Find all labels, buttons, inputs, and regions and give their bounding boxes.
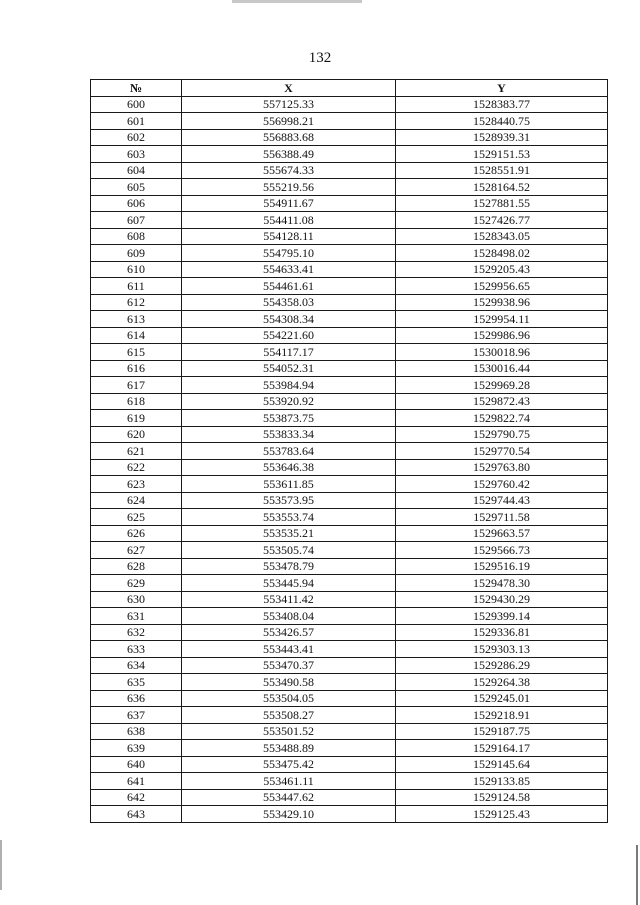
- cell-number: 610: [91, 261, 182, 278]
- cell-x: 554911.67: [182, 195, 396, 212]
- cell-x: 554633.41: [182, 261, 396, 278]
- cell-y: 1528551.91: [396, 162, 608, 179]
- cell-y: 1529303.13: [396, 641, 608, 658]
- table-row: [91, 690, 608, 707]
- cell-number: 619: [91, 410, 182, 427]
- header-number: №: [91, 80, 182, 97]
- cell-number: 613: [91, 311, 182, 328]
- table-row: [91, 476, 608, 493]
- cell-number: 643: [91, 806, 182, 823]
- cell-number: 626: [91, 525, 182, 542]
- cell-x: 553611.85: [182, 476, 396, 493]
- cell-y: 1529218.91: [396, 707, 608, 724]
- cell-x: 553646.38: [182, 459, 396, 476]
- cell-x: 553408.04: [182, 608, 396, 625]
- cell-number: 608: [91, 228, 182, 245]
- cell-number: 614: [91, 327, 182, 344]
- cell-x: 553833.34: [182, 426, 396, 443]
- table-row: [91, 591, 608, 608]
- cell-number: 627: [91, 542, 182, 559]
- cell-y: 1527426.77: [396, 212, 608, 229]
- table-row: [91, 228, 608, 245]
- cell-x: 553501.52: [182, 723, 396, 740]
- cell-number: 612: [91, 294, 182, 311]
- table-row: [91, 179, 608, 196]
- header-y: Y: [396, 80, 608, 97]
- table-row: [91, 426, 608, 443]
- cell-x: 553470.37: [182, 657, 396, 674]
- header-x: X: [182, 80, 396, 97]
- cell-y: 1529187.75: [396, 723, 608, 740]
- cell-y: 1529151.53: [396, 146, 608, 163]
- cell-y: 1529790.75: [396, 426, 608, 443]
- cell-y: 1529872.43: [396, 393, 608, 410]
- cell-x: 553783.64: [182, 443, 396, 460]
- cell-y: 1528383.77: [396, 96, 608, 113]
- cell-x: 553920.92: [182, 393, 396, 410]
- table-row: [91, 146, 608, 163]
- cell-number: 603: [91, 146, 182, 163]
- cell-number: 605: [91, 179, 182, 196]
- cell-x: 553411.42: [182, 591, 396, 608]
- table-row: [91, 410, 608, 427]
- table-body: [91, 96, 608, 822]
- cell-number: 600: [91, 96, 182, 113]
- cell-y: 1529986.96: [396, 327, 608, 344]
- cell-y: 1529938.96: [396, 294, 608, 311]
- table-row: [91, 212, 608, 229]
- cell-number: 615: [91, 344, 182, 361]
- cell-x: 553445.94: [182, 575, 396, 592]
- table-row: [91, 723, 608, 740]
- cell-x: 556388.49: [182, 146, 396, 163]
- cell-x: 554128.11: [182, 228, 396, 245]
- table-row: [91, 624, 608, 641]
- cell-number: 634: [91, 657, 182, 674]
- cell-y: 1529763.80: [396, 459, 608, 476]
- table-row: [91, 641, 608, 658]
- cell-x: 553573.95: [182, 492, 396, 509]
- coordinates-table: [90, 79, 608, 823]
- table-row: [91, 311, 608, 328]
- scan-artifact-left: [0, 840, 2, 890]
- table-row: [91, 245, 608, 262]
- cell-number: 635: [91, 674, 182, 691]
- cell-number: 607: [91, 212, 182, 229]
- cell-x: 554461.61: [182, 278, 396, 295]
- cell-x: 553535.21: [182, 525, 396, 542]
- cell-number: 622: [91, 459, 182, 476]
- table-row: [91, 294, 608, 311]
- cell-number: 620: [91, 426, 182, 443]
- cell-x: 556998.21: [182, 113, 396, 130]
- cell-y: 1529336.81: [396, 624, 608, 641]
- table-row: [91, 575, 608, 592]
- table-row: [91, 608, 608, 625]
- cell-x: 553504.05: [182, 690, 396, 707]
- cell-number: 602: [91, 129, 182, 146]
- cell-y: 1529760.42: [396, 476, 608, 493]
- cell-x: 553429.10: [182, 806, 396, 823]
- table-row: [91, 377, 608, 394]
- table-row: [91, 789, 608, 806]
- cell-y: 1529822.74: [396, 410, 608, 427]
- cell-y: 1529145.64: [396, 756, 608, 773]
- table-row: [91, 261, 608, 278]
- table-row: [91, 542, 608, 559]
- table-row: [91, 344, 608, 361]
- cell-x: 554117.17: [182, 344, 396, 361]
- cell-number: 636: [91, 690, 182, 707]
- cell-x: 554358.03: [182, 294, 396, 311]
- cell-number: 630: [91, 591, 182, 608]
- cell-y: 1530016.44: [396, 360, 608, 377]
- cell-x: 555674.33: [182, 162, 396, 179]
- cell-y: 1529770.54: [396, 443, 608, 460]
- cell-number: 617: [91, 377, 182, 394]
- cell-number: 642: [91, 789, 182, 806]
- cell-number: 606: [91, 195, 182, 212]
- cell-x: 553984.94: [182, 377, 396, 394]
- table-row: [91, 558, 608, 575]
- cell-number: 601: [91, 113, 182, 130]
- cell-x: 553447.62: [182, 789, 396, 806]
- cell-y: 1528164.52: [396, 179, 608, 196]
- table-row: [91, 525, 608, 542]
- table-row: [91, 113, 608, 130]
- table-row: [91, 360, 608, 377]
- cell-y: 1529744.43: [396, 492, 608, 509]
- cell-number: 633: [91, 641, 182, 658]
- cell-x: 554795.10: [182, 245, 396, 262]
- table-row: [91, 707, 608, 724]
- cell-y: 1529124.58: [396, 789, 608, 806]
- cell-number: 609: [91, 245, 182, 262]
- cell-x: 553505.74: [182, 542, 396, 559]
- table-row: [91, 278, 608, 295]
- table-row: [91, 674, 608, 691]
- cell-y: 1529663.57: [396, 525, 608, 542]
- cell-number: 623: [91, 476, 182, 493]
- cell-x: 553490.58: [182, 674, 396, 691]
- cell-number: 640: [91, 756, 182, 773]
- table-row: [91, 806, 608, 823]
- table-row: [91, 773, 608, 790]
- cell-y: 1529205.43: [396, 261, 608, 278]
- cell-y: 1529711.58: [396, 509, 608, 526]
- scan-artifact-right: [636, 845, 638, 905]
- cell-x: 554308.34: [182, 311, 396, 328]
- table-row: [91, 96, 608, 113]
- table-row: [91, 509, 608, 526]
- cell-y: 1529954.11: [396, 311, 608, 328]
- cell-number: 639: [91, 740, 182, 757]
- cell-y: 1529245.01: [396, 690, 608, 707]
- cell-y: 1529399.14: [396, 608, 608, 625]
- cell-x: 557125.33: [182, 96, 396, 113]
- cell-y: 1529264.38: [396, 674, 608, 691]
- cell-number: 604: [91, 162, 182, 179]
- table-row: [91, 327, 608, 344]
- cell-y: 1528498.02: [396, 245, 608, 262]
- cell-x: 553443.41: [182, 641, 396, 658]
- table-row: [91, 492, 608, 509]
- cell-number: 637: [91, 707, 182, 724]
- cell-number: 638: [91, 723, 182, 740]
- cell-x: 554052.31: [182, 360, 396, 377]
- cell-x: 553461.11: [182, 773, 396, 790]
- table-row: [91, 129, 608, 146]
- cell-y: 1529430.29: [396, 591, 608, 608]
- cell-number: 621: [91, 443, 182, 460]
- cell-y: 1528440.75: [396, 113, 608, 130]
- cell-y: 1528939.31: [396, 129, 608, 146]
- table-row: [91, 162, 608, 179]
- cell-x: 556883.68: [182, 129, 396, 146]
- cell-number: 618: [91, 393, 182, 410]
- cell-number: 625: [91, 509, 182, 526]
- table-row: [91, 756, 608, 773]
- cell-number: 611: [91, 278, 182, 295]
- table-row: [91, 459, 608, 476]
- cell-number: 629: [91, 575, 182, 592]
- cell-y: 1527881.55: [396, 195, 608, 212]
- cell-y: 1529969.28: [396, 377, 608, 394]
- cell-x: 553873.75: [182, 410, 396, 427]
- cell-number: 641: [91, 773, 182, 790]
- cell-x: 553508.27: [182, 707, 396, 724]
- table-row: [91, 740, 608, 757]
- cell-y: 1529286.29: [396, 657, 608, 674]
- cell-x: 553488.89: [182, 740, 396, 757]
- cell-number: 624: [91, 492, 182, 509]
- cell-y: 1529164.17: [396, 740, 608, 757]
- cell-x: 555219.56: [182, 179, 396, 196]
- cell-y: 1529478.30: [396, 575, 608, 592]
- cell-x: 554221.60: [182, 327, 396, 344]
- scan-artifact-top: [232, 0, 362, 3]
- cell-number: 632: [91, 624, 182, 641]
- table-header-row: [91, 80, 608, 97]
- cell-x: 553426.57: [182, 624, 396, 641]
- cell-x: 553478.79: [182, 558, 396, 575]
- cell-y: 1529956.65: [396, 278, 608, 295]
- table-row: [91, 195, 608, 212]
- cell-y: 1529125.43: [396, 806, 608, 823]
- cell-number: 628: [91, 558, 182, 575]
- table-row: [91, 443, 608, 460]
- cell-x: 554411.08: [182, 212, 396, 229]
- cell-y: 1529566.73: [396, 542, 608, 559]
- cell-y: 1528343.05: [396, 228, 608, 245]
- table-row: [91, 657, 608, 674]
- cell-number: 616: [91, 360, 182, 377]
- cell-x: 553553.74: [182, 509, 396, 526]
- cell-number: 631: [91, 608, 182, 625]
- cell-x: 553475.42: [182, 756, 396, 773]
- table-row: [91, 393, 608, 410]
- cell-y: 1529516.19: [396, 558, 608, 575]
- cell-y: 1529133.85: [396, 773, 608, 790]
- cell-y: 1530018.96: [396, 344, 608, 361]
- page-number: 132: [308, 50, 332, 66]
